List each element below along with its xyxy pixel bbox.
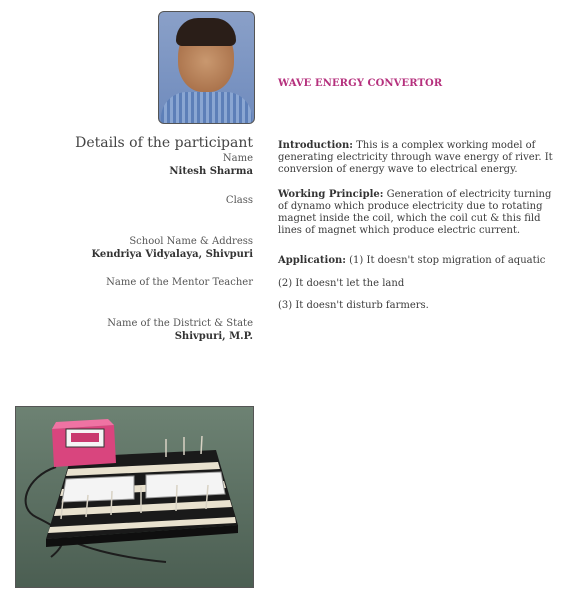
participant-photo: [158, 11, 255, 124]
working-principle-label: Working Principle:: [278, 189, 384, 200]
school-label: School Name & Address: [129, 236, 253, 247]
model-photo: [15, 406, 254, 588]
details-heading: Details of the participant: [75, 135, 253, 151]
district-value: Shivpuri, M.P.: [174, 331, 253, 342]
application-label: Application:: [278, 255, 346, 266]
introduction-text: This is a complex working model of generating electricity through wave energy of river. It conversion of energy wave to electrical energy.: [278, 140, 553, 175]
introduction-paragraph: [278, 140, 563, 176]
photo-hair: [176, 18, 236, 46]
application-item-3: (3) It doesn't disturb farmers.: [278, 300, 429, 311]
introduction-label: Introduction:: [278, 140, 353, 151]
mentor-label: Name of the Mentor Teacher: [106, 277, 253, 288]
model-illustration: [16, 407, 253, 587]
application-paragraph: [278, 255, 563, 267]
name-label: Name: [222, 153, 253, 164]
school-value: Kendriya Vidyalaya, Shivpuri: [91, 249, 253, 260]
photo-shirt: [161, 92, 252, 124]
class-label: Class: [225, 195, 253, 206]
district-label: Name of the District & State: [107, 318, 253, 329]
working-principle-text: Generation of electricity turning of dynamo which produce electricity due to rotating magnet inside the coil, which the coil cut & this fild lines of magnet which produce electric current.: [278, 189, 552, 236]
working-principle-paragraph: [278, 189, 563, 237]
project-title: WAVE ENERGY CONVERTOR: [278, 78, 443, 89]
name-value: Nitesh Sharma: [169, 166, 253, 177]
application-item-2: (2) It doesn't let the land: [278, 278, 405, 289]
application-text: (1) It doesn't stop migration of aquatic: [345, 255, 546, 266]
